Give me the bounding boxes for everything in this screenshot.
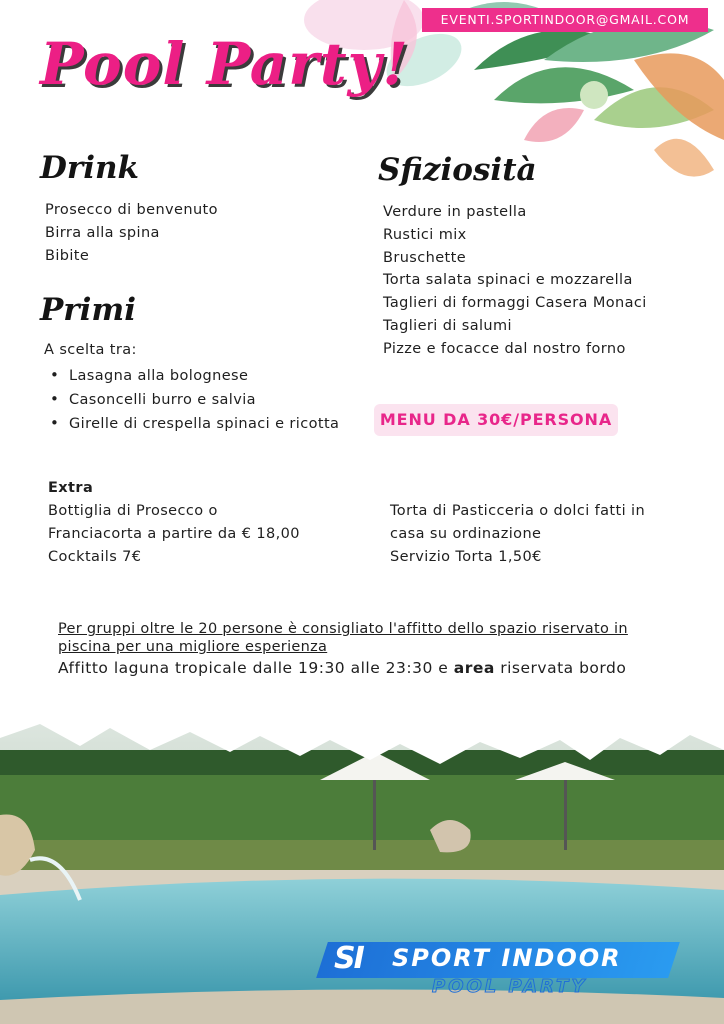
logo-subtitle: POOL PARTY — [432, 976, 588, 997]
cake-line: Torta di Pasticceria o dolci fatti in — [390, 503, 646, 519]
list-item: Taglieri di formaggi Casera Monaci — [383, 295, 647, 312]
list-item: Rustici mix — [383, 226, 467, 243]
primi-section-title: Primi — [40, 292, 136, 328]
extra-title: Extra — [48, 480, 94, 496]
primi-intro: A scelta tra: — [44, 342, 137, 358]
list-item: • Girelle di crespella spinaci e ricotta — [50, 412, 339, 436]
drink-section-title: Drink — [40, 150, 140, 186]
logo-name: SPORT INDOOR — [392, 944, 622, 972]
cake-line: Servizio Torta 1,50€ — [390, 548, 542, 565]
extra-line: Franciacorta a partire da € 18,00 — [48, 526, 300, 542]
sfiziosita-section-title: Sfiziosità — [378, 152, 537, 188]
menu-price-badge: MENU DA 30€/PERSONA — [374, 404, 618, 436]
list-item: Verdure in pastella — [383, 204, 527, 220]
list-item: Pizze e focacce dal nostro forno — [383, 340, 626, 357]
logo-mark: SI — [334, 941, 363, 976]
list-item: • Lasagna alla bolognese — [50, 364, 339, 388]
list-item: Prosecco di benvenuto — [45, 202, 218, 218]
list-item: • Casoncelli burro e salvia — [50, 388, 339, 412]
rental-text: Affitto laguna tropicale dalle 19:30 alle 23:30 e — [58, 659, 454, 677]
cake-list — [390, 500, 645, 568]
email-badge[interactable]: EVENTI.SPORTINDOOR@GMAIL.COM — [422, 8, 708, 32]
sport-indoor-logo — [322, 938, 674, 996]
extra-line: Cocktails 7€ — [48, 549, 142, 565]
extra-line: Bottiglia di Prosecco o — [48, 503, 218, 519]
list-item: Torta salata spinaci e mozzarella — [383, 272, 633, 289]
sfiziosita-list — [383, 201, 647, 361]
cake-line: casa su ordinazione — [390, 525, 542, 542]
drink-list — [45, 199, 218, 267]
list-item: Bruschette — [383, 249, 467, 266]
primi-list — [50, 364, 339, 435]
list-item: Bibite — [45, 247, 90, 264]
page-title: Pool Party! — [40, 30, 409, 98]
rental-text: riservata bordo — [500, 659, 627, 677]
extra-list — [48, 500, 300, 569]
group-note: Per gruppi oltre le 20 persone è consigliato l'affitto dello spazio riservato in piscina per una migliore esperienza — [58, 621, 628, 655]
list-item: Birra alla spina — [45, 224, 160, 241]
rental-bold: area — [453, 659, 495, 677]
list-item: Taglieri di salumi — [383, 317, 512, 334]
